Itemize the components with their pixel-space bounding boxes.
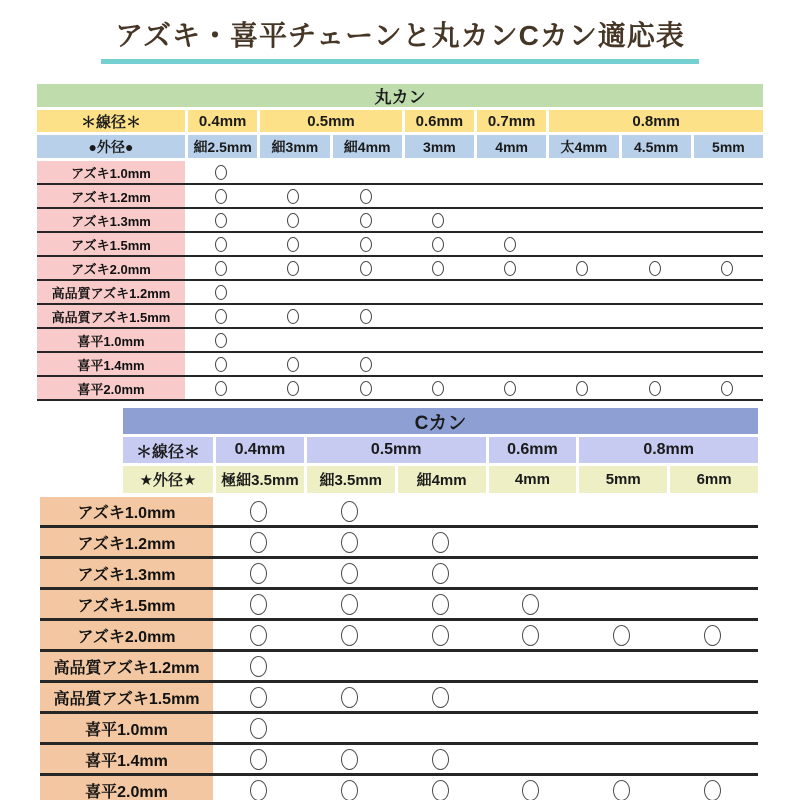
mark-cell (395, 745, 486, 773)
mark-cell (304, 590, 395, 618)
compatibility-mark-icon (250, 625, 267, 646)
mark-cell (486, 714, 577, 742)
table-row (40, 559, 758, 590)
mark-cell (257, 353, 329, 375)
compatibility-mark-icon (704, 625, 721, 646)
compatibility-mark-icon (360, 357, 372, 372)
outer-diameter-cell: 4.5mm (622, 135, 691, 158)
compatibility-mark-icon (360, 237, 372, 252)
row-label: 喜平2.0mm (37, 377, 185, 399)
compatibility-mark-icon (215, 285, 227, 300)
compatibility-mark-icon (522, 625, 539, 646)
table-row (40, 497, 758, 528)
table-row (37, 281, 763, 305)
mark-cell (330, 161, 402, 183)
mark-cell (185, 329, 257, 351)
mark-cell (474, 329, 546, 351)
mark-cell (304, 528, 395, 556)
mark-cell (486, 683, 577, 711)
wire-diameter-label: ＊線径＊ (123, 437, 213, 463)
mark-cell (691, 257, 763, 279)
compatibility-mark-icon (250, 532, 267, 553)
mark-cell (330, 257, 402, 279)
mark-cell (395, 559, 486, 587)
compatibility-mark-icon (341, 532, 358, 553)
mark-cell (667, 652, 758, 680)
compatibility-mark-icon (215, 309, 227, 324)
mark-cell (330, 353, 402, 375)
mark-cell (474, 209, 546, 231)
wire-size-cell: 0.4mm (188, 110, 257, 132)
row-label: アズキ2.0mm (40, 621, 213, 649)
compatibility-mark-icon (341, 687, 358, 708)
mark-cell (619, 353, 691, 375)
mark-cell (402, 305, 474, 327)
mark-cell (185, 209, 257, 231)
mark-cell (395, 528, 486, 556)
mark-cell (257, 377, 329, 399)
wire-size-cell: 0.8mm (549, 110, 763, 132)
mark-cell (304, 776, 395, 800)
mark-cell (304, 683, 395, 711)
mark-cell (330, 329, 402, 351)
mark-cell (486, 745, 577, 773)
row-label: 高品質アズキ1.5mm (40, 683, 213, 711)
compatibility-mark-icon (432, 687, 449, 708)
row-label: アズキ1.5mm (40, 590, 213, 618)
mark-cell (257, 233, 329, 255)
page-title: アズキ・喜平チェーンと丸カンCカン適応表 (101, 14, 699, 64)
compatibility-mark-icon (215, 357, 227, 372)
mark-cell (546, 161, 618, 183)
compatibility-mark-icon (215, 189, 227, 204)
mark-cell (213, 621, 304, 649)
wire-size-cell: 0.8mm (579, 437, 758, 463)
table-row (40, 776, 758, 800)
mark-cell (691, 329, 763, 351)
row-label: アズキ1.0mm (37, 161, 185, 183)
outer-diameter-row (37, 135, 763, 158)
wire-diameter-row (123, 437, 758, 463)
compatibility-mark-icon (215, 333, 227, 348)
row-label: アズキ2.0mm (37, 257, 185, 279)
compatibility-mark-icon (287, 213, 299, 228)
mark-cell (576, 745, 667, 773)
outer-diameter-cell: 細4mm (333, 135, 402, 158)
mark-cell (576, 590, 667, 618)
table-rows (37, 161, 763, 401)
mark-cell (667, 497, 758, 525)
table-title: 丸カン (37, 84, 763, 107)
mark-cell (546, 209, 618, 231)
mark-cell (213, 497, 304, 525)
outer-diameter-cell: 3mm (405, 135, 474, 158)
compatibility-mark-icon (287, 309, 299, 324)
table-row (37, 209, 763, 233)
mark-cell (402, 377, 474, 399)
outer-diameter-cell: 5mm (694, 135, 763, 158)
mark-cell (402, 353, 474, 375)
mark-cell (402, 257, 474, 279)
mark-cell (257, 209, 329, 231)
outer-diameter-label: ●外径● (37, 135, 185, 158)
outer-diameter-row (123, 466, 758, 493)
table-row (37, 257, 763, 281)
compatibility-mark-icon (432, 594, 449, 615)
row-label: アズキ1.3mm (37, 209, 185, 231)
compatibility-mark-icon (250, 718, 267, 739)
outer-diameter-cell: 4mm (477, 135, 546, 158)
wire-size-cell: 0.5mm (260, 110, 402, 132)
mark-cell (486, 497, 577, 525)
mark-cell (213, 776, 304, 800)
mark-cell (304, 621, 395, 649)
compatibility-mark-icon (250, 563, 267, 584)
outer-diameter-cell: 4mm (489, 466, 577, 493)
mark-cell (304, 652, 395, 680)
mark-cell (546, 305, 618, 327)
row-label: 喜平1.0mm (40, 714, 213, 742)
mark-cell (185, 281, 257, 303)
wire-diameter-row (37, 110, 763, 132)
compatibility-mark-icon (432, 749, 449, 770)
outer-diameter-label: ★外径★ (123, 466, 213, 493)
mark-cell (304, 559, 395, 587)
mark-cell (330, 281, 402, 303)
row-label: アズキ1.2mm (37, 185, 185, 207)
mark-cell (257, 185, 329, 207)
mark-cell (474, 281, 546, 303)
compatibility-mark-icon (432, 780, 449, 800)
mark-cell (474, 305, 546, 327)
compatibility-mark-icon (613, 625, 630, 646)
compatibility-mark-icon (432, 237, 444, 252)
compatibility-mark-icon (360, 189, 372, 204)
mark-cell (691, 209, 763, 231)
table-row (40, 590, 758, 621)
compatibility-mark-icon (576, 261, 588, 276)
mark-cell (667, 683, 758, 711)
mark-cell (257, 161, 329, 183)
outer-diameter-cell: 細3.5mm (307, 466, 395, 493)
compatibility-mark-icon (287, 261, 299, 276)
outer-diameter-cell: 細4mm (398, 466, 486, 493)
mark-cell (330, 377, 402, 399)
mark-cell (304, 714, 395, 742)
mark-cell (486, 559, 577, 587)
mark-cell (546, 353, 618, 375)
mark-cell (619, 161, 691, 183)
compatibility-mark-icon (250, 749, 267, 770)
outer-diameter-cell: 太4mm (549, 135, 618, 158)
mark-cell (185, 377, 257, 399)
mark-cell (691, 353, 763, 375)
compatibility-mark-icon (287, 237, 299, 252)
mark-cell (691, 305, 763, 327)
mark-cell (330, 185, 402, 207)
table-row (37, 305, 763, 329)
mark-cell (546, 233, 618, 255)
mark-cell (395, 776, 486, 800)
mark-cell (213, 652, 304, 680)
compatibility-mark-icon (250, 687, 267, 708)
compatibility-mark-icon (250, 656, 267, 677)
mark-cell (576, 776, 667, 800)
compatibility-mark-icon (341, 625, 358, 646)
compatibility-mark-icon (432, 532, 449, 553)
compatibility-mark-icon (504, 237, 516, 252)
mark-cell (486, 528, 577, 556)
compatibility-mark-icon (432, 381, 444, 396)
mark-cell (619, 281, 691, 303)
wire-size-cell: 0.6mm (405, 110, 474, 132)
compatibility-mark-icon (341, 594, 358, 615)
compatibility-mark-icon (360, 381, 372, 396)
mark-cell (474, 353, 546, 375)
mark-cell (691, 281, 763, 303)
mark-cell (576, 652, 667, 680)
compatibility-mark-icon (576, 381, 588, 396)
mark-cell (257, 305, 329, 327)
compatibility-mark-icon (250, 594, 267, 615)
compatibility-mark-icon (704, 780, 721, 800)
table-row (37, 377, 763, 401)
page-title-row (0, 14, 800, 64)
row-label: 高品質アズキ1.2mm (37, 281, 185, 303)
compatibility-mark-icon (360, 213, 372, 228)
mark-cell (619, 233, 691, 255)
mark-cell (395, 497, 486, 525)
mark-cell (395, 621, 486, 649)
compatibility-mark-icon (215, 213, 227, 228)
compatibility-mark-icon (287, 357, 299, 372)
mark-cell (474, 161, 546, 183)
mark-cell (213, 745, 304, 773)
outer-diameter-cell: 細2.5mm (188, 135, 257, 158)
compatibility-mark-icon (721, 381, 733, 396)
compatibility-mark-icon (341, 780, 358, 800)
mark-cell (576, 714, 667, 742)
mark-cell (619, 377, 691, 399)
table-row (37, 185, 763, 209)
wire-size-cell: 0.5mm (307, 437, 486, 463)
mark-cell (576, 497, 667, 525)
mark-cell (546, 185, 618, 207)
mark-cell (546, 377, 618, 399)
table-header (123, 408, 758, 493)
mark-cell (402, 209, 474, 231)
mark-cell (304, 745, 395, 773)
compatibility-mark-icon (287, 381, 299, 396)
mark-cell (185, 257, 257, 279)
mark-cell (667, 745, 758, 773)
row-label: アズキ1.3mm (40, 559, 213, 587)
mark-cell (185, 353, 257, 375)
mark-cell (185, 305, 257, 327)
mark-cell (330, 209, 402, 231)
mark-cell (619, 329, 691, 351)
compatibility-mark-icon (432, 625, 449, 646)
mark-cell (402, 233, 474, 255)
mark-cell (330, 233, 402, 255)
compatibility-mark-icon (360, 261, 372, 276)
table-row (40, 683, 758, 714)
wire-size-cell: 0.4mm (216, 437, 304, 463)
mark-cell (257, 257, 329, 279)
compatibility-mark-icon (215, 381, 227, 396)
mark-cell (474, 185, 546, 207)
outer-diameter-cell: 5mm (579, 466, 667, 493)
compatibility-mark-icon (721, 261, 733, 276)
mark-cell (691, 185, 763, 207)
row-label: 高品質アズキ1.5mm (37, 305, 185, 327)
compatibility-mark-icon (215, 237, 227, 252)
compatibility-mark-icon (432, 213, 444, 228)
mark-cell (185, 185, 257, 207)
mark-cell (474, 233, 546, 255)
mark-cell (576, 528, 667, 556)
compatibility-mark-icon (432, 563, 449, 584)
mark-cell (691, 377, 763, 399)
row-label: 喜平1.0mm (37, 329, 185, 351)
row-label: 喜平1.4mm (37, 353, 185, 375)
mark-cell (691, 233, 763, 255)
mark-cell (213, 714, 304, 742)
mark-cell (402, 185, 474, 207)
mark-cell (546, 329, 618, 351)
compatibility-mark-icon (504, 381, 516, 396)
mark-cell (486, 621, 577, 649)
mark-cell (486, 652, 577, 680)
compatibility-mark-icon (250, 501, 267, 522)
compatibility-mark-icon (522, 594, 539, 615)
mark-cell (667, 528, 758, 556)
outer-diameter-cell: 6mm (670, 466, 758, 493)
mark-cell (213, 683, 304, 711)
compatibility-mark-icon (341, 563, 358, 584)
row-label: アズキ1.2mm (40, 528, 213, 556)
table-row (37, 161, 763, 185)
mark-cell (474, 377, 546, 399)
compatibility-mark-icon (360, 309, 372, 324)
outer-diameter-cell: 細3mm (260, 135, 329, 158)
table-row (40, 745, 758, 776)
compatibility-mark-icon (215, 261, 227, 276)
compatibility-mark-icon (649, 381, 661, 396)
mark-cell (486, 590, 577, 618)
mark-cell (667, 714, 758, 742)
mark-cell (395, 683, 486, 711)
mark-cell (304, 497, 395, 525)
table-rows (40, 497, 758, 800)
mark-cell (619, 209, 691, 231)
mark-cell (619, 257, 691, 279)
table-row (40, 621, 758, 652)
mark-cell (546, 281, 618, 303)
mark-cell (330, 305, 402, 327)
compatibility-mark-icon (215, 165, 227, 180)
outer-diameter-cell: 極細3.5mm (216, 466, 304, 493)
mark-cell (667, 590, 758, 618)
mark-cell (576, 683, 667, 711)
mark-cell (576, 559, 667, 587)
mark-cell (257, 281, 329, 303)
row-label: 喜平2.0mm (40, 776, 213, 800)
marukan-table (37, 84, 763, 401)
mark-cell (395, 714, 486, 742)
mark-cell (619, 185, 691, 207)
table-row (40, 528, 758, 559)
table-row (37, 329, 763, 353)
row-label: アズキ1.0mm (40, 497, 213, 525)
compatibility-mark-icon (341, 501, 358, 522)
mark-cell (213, 590, 304, 618)
compatibility-mark-icon (287, 189, 299, 204)
mark-cell (402, 329, 474, 351)
mark-cell (257, 329, 329, 351)
mark-cell (546, 257, 618, 279)
mark-cell (402, 281, 474, 303)
mark-cell (691, 161, 763, 183)
wire-size-cell: 0.7mm (477, 110, 546, 132)
row-label: 高品質アズキ1.2mm (40, 652, 213, 680)
table-row (40, 714, 758, 745)
row-label: 喜平1.4mm (40, 745, 213, 773)
row-label: アズキ1.5mm (37, 233, 185, 255)
table-row (40, 652, 758, 683)
compatibility-mark-icon (613, 780, 630, 800)
mark-cell (667, 776, 758, 800)
mark-cell (576, 621, 667, 649)
mark-cell (185, 161, 257, 183)
compatibility-mark-icon (432, 261, 444, 276)
mark-cell (213, 559, 304, 587)
compatibility-mark-icon (522, 780, 539, 800)
mark-cell (395, 590, 486, 618)
compatibility-mark-icon (341, 749, 358, 770)
compatibility-mark-icon (649, 261, 661, 276)
mark-cell (402, 161, 474, 183)
mark-cell (213, 528, 304, 556)
table-header (37, 84, 763, 158)
table-title: Cカン (123, 408, 758, 434)
mark-cell (486, 776, 577, 800)
wire-size-cell: 0.6mm (489, 437, 577, 463)
table-row (37, 233, 763, 257)
mark-cell (185, 233, 257, 255)
mark-cell (474, 257, 546, 279)
mark-cell (667, 559, 758, 587)
compatibility-mark-icon (504, 261, 516, 276)
mark-cell (667, 621, 758, 649)
compatibility-mark-icon (250, 780, 267, 800)
ckan-table (40, 408, 758, 800)
table-row (37, 353, 763, 377)
mark-cell (619, 305, 691, 327)
wire-diameter-label: ＊線径＊ (37, 110, 185, 132)
mark-cell (395, 652, 486, 680)
